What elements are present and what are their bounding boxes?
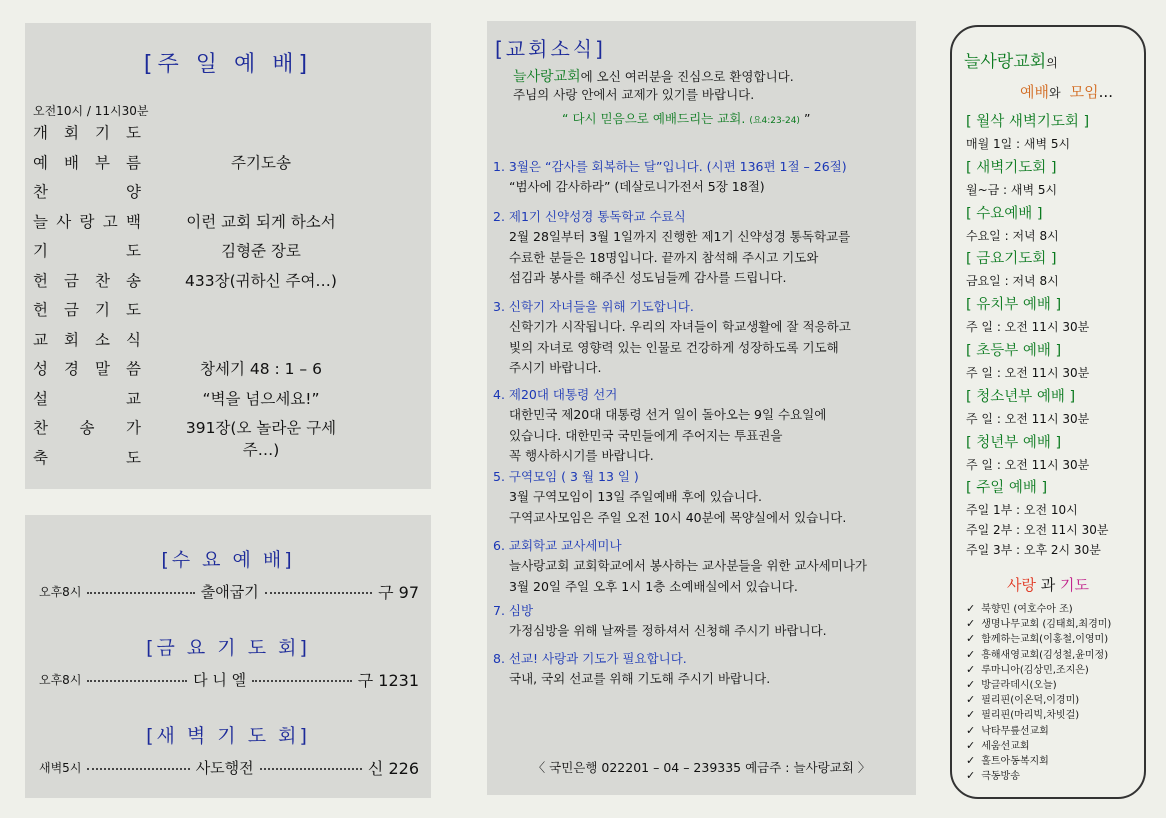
news-item-title: 4. 제20대 대통령 선거 (493, 387, 618, 402)
church-news-title: [교회소식] (495, 37, 606, 61)
news-item-line: 국내, 국외 선교를 위해 기도해 주시기 바랍니다. (509, 671, 771, 686)
news-item-line: 3월 구역모임이 13일 주일예배 후에 있습니다. (509, 489, 762, 504)
order-label-char: 기 (33, 242, 48, 260)
order-label-char: 배 (64, 153, 79, 172)
prayer-item-label: 흥해새영교회(김성철,윤미정) (981, 649, 1109, 661)
news-item-line: 신학기가 시작됩니다. 우리의 자녀들이 학교생활에 잘 적응하고 (509, 319, 851, 334)
news-item-title: 3. 신학기 자녀들을 위해 기도합니다. (493, 299, 694, 314)
scripture-book: 다 니 엘 (193, 670, 247, 689)
prayer-item-label: 필리핀(마리빅,차빗걸) (981, 710, 1080, 722)
service-time: 오후8시 (39, 672, 82, 687)
prayer-heading (952, 574, 1144, 595)
news-item-line: 주시기 바랍니다. (509, 360, 602, 375)
schedule-time: 금요일 : 저녁 8시 (966, 274, 1059, 289)
prayer-item-label: 홀트아동복지회 (981, 756, 1049, 767)
prayer-item-label: 낙타무릎선교회 (981, 725, 1049, 737)
order-label-char: 교 (33, 330, 48, 349)
order-label-char: 송 (79, 419, 95, 437)
order-label (33, 357, 141, 379)
order-label-char: 축 (33, 448, 48, 467)
order-row (33, 387, 423, 411)
news-item-line: 3월 20일 주일 오후 1시 1층 소예배실에서 있습니다. (509, 578, 798, 594)
welcome-line (513, 66, 794, 86)
check-icon: ✓ (966, 632, 976, 646)
order-row (33, 446, 423, 470)
scripture-ref: 구 97 (378, 582, 420, 602)
order-label (33, 239, 141, 261)
prayer-item (966, 752, 1049, 767)
order-label-char: 헌 (33, 301, 48, 319)
order-label-char: 랑 (79, 212, 95, 231)
news-item-line: “범사에 감사하라” (데살로니가전서 5장 18절) (509, 179, 765, 194)
order-label (33, 446, 141, 468)
order-label-char: 도 (126, 448, 141, 467)
order-value: 주기도송 (231, 153, 291, 172)
news-item-line: 빛의 자녀로 영향력 있는 인물로 건강하게 성장하도록 기도해 (509, 339, 839, 355)
order-row (33, 357, 423, 381)
order-label-char: 회 (64, 330, 79, 349)
check-icon: ✓ (966, 738, 976, 752)
order-label-char: 설 (33, 389, 48, 408)
prayer-item-label: 루마니아(김상민,조지은) (981, 664, 1089, 676)
order-label-char: 금 (64, 301, 79, 319)
order-label (33, 269, 141, 291)
order-label-char: 개 (33, 124, 48, 142)
order-label-char: 사 (56, 212, 72, 231)
check-icon: ✓ (966, 754, 976, 767)
order-value: 433장(귀하신 주여…) (185, 271, 337, 290)
order-label-char: 교 (126, 389, 141, 408)
schedule-heading: [ 월삭 새벽기도회 ] (966, 114, 1090, 130)
schedule-time: 주일 1부 : 오전 10시 (966, 503, 1078, 518)
prayer-item (966, 676, 1057, 691)
order-value: 391장(오 놀라운 구세주…) (185, 419, 337, 459)
check-icon: ✓ (966, 708, 976, 722)
friday-prayer-title: [금 요 기 도 회] (146, 637, 310, 659)
scripture-ref: 구 1231 (357, 670, 420, 690)
prayer-item (966, 767, 1020, 782)
news-item-title: 7. 심방 (493, 603, 534, 618)
church-name: 늘사랑교회 (513, 69, 581, 85)
order-label-char: 소 (95, 330, 110, 349)
prayer-heading-love: 사랑 (1006, 576, 1036, 594)
order-row (33, 239, 423, 263)
order-label-char: 름 (126, 153, 141, 172)
news-item-title: 1. 3월은 “감사를 회복하는 달”입니다. (시편 136편 1절 – 26절) (493, 159, 847, 174)
order-label-char: 가 (126, 419, 141, 437)
scripture-ref: 신 226 (367, 758, 420, 778)
prayer-item-label: 북향민 (여호수아 조) (981, 604, 1073, 615)
check-icon: ✓ (966, 678, 976, 691)
service-time: 오후8시 (39, 584, 82, 599)
order-label-char: 예 (33, 153, 48, 172)
sunday-worship-time: 오전10시 / 11시30분 (33, 104, 149, 118)
order-label-char: 부 (95, 153, 110, 172)
sunday-worship-panel (25, 23, 431, 489)
order-label-char: 도 (126, 124, 141, 142)
order-row (33, 121, 423, 145)
schedule-time: 매월 1일 : 새벽 5시 (966, 137, 1071, 151)
prayer-item (966, 646, 1108, 661)
prayer-item (966, 661, 1089, 676)
news-item-line: 구역교사모임은 주일 오전 10시 40분에 목양실에서 있습니다. (509, 509, 847, 525)
order-label (33, 328, 141, 350)
dawn-prayer-title: [새 벽 기 도 회] (146, 725, 310, 747)
order-label-char: 찬 (33, 419, 48, 437)
prayer-heading-and: 과 (1040, 576, 1056, 594)
order-label-char: 도 (126, 242, 141, 260)
schedule-heading: [ 수요예배 ] (966, 205, 1043, 222)
news-item-line: 늘사랑교회 교회학교에서 봉사하는 교사분들을 위한 교사세미나가 (509, 558, 867, 573)
order-label-char: 말 (95, 360, 110, 378)
order-label-char: 기 (95, 124, 110, 142)
prayer-item (966, 691, 1079, 706)
order-label-char: 백 (126, 212, 141, 231)
check-icon: ✓ (966, 693, 976, 707)
scripture-book: 출애굽기 (200, 582, 259, 601)
order-label-char: 양 (126, 183, 141, 201)
welcome-line-2: 주님의 사랑 안에서 교제가 있기를 바랍니다. (513, 87, 755, 102)
order-label-char: 식 (126, 330, 141, 349)
order-label-char: 고 (102, 212, 118, 231)
order-label (33, 151, 141, 173)
sidebar-worship: 예배 (1020, 83, 1049, 101)
schedule-time: 주 일 : 오전 11시 30분 (966, 366, 1090, 380)
leader-dots (87, 768, 189, 770)
order-label (33, 180, 141, 202)
wednesday-service-title: [수 요 예 배] (161, 549, 295, 571)
news-item-line: 섬김과 봉사를 해주신 성도님들께 감사를 드립니다. (509, 270, 787, 285)
welcome-text: 에 오신 여러분을 진심으로 환영합니다. (580, 69, 794, 84)
prayer-item (966, 722, 1049, 737)
order-label-char: 회 (64, 124, 79, 142)
sidebar-ellipsis: ... (1098, 83, 1113, 101)
sidebar-and: 와 (1048, 86, 1061, 100)
news-item-title: 5. 구역모임 ( 3 월 13 일 ) (493, 469, 639, 484)
order-label-char: 씀 (126, 360, 141, 378)
prayer-item (966, 615, 1111, 630)
prayer-item (966, 630, 1108, 645)
schedule-heading: [ 초등부 예배 ] (966, 343, 1062, 359)
church-news-panel (487, 21, 916, 795)
order-label-char: 기 (95, 301, 110, 319)
prayer-item-label: 방글라데시(오늘) (981, 680, 1057, 691)
schedule-heading: [ 청년부 예배 ] (966, 434, 1062, 451)
schedule-time: 주 일 : 오전 11시 30분 (966, 457, 1090, 472)
leader-dots (87, 680, 187, 682)
leader-dots (265, 592, 372, 594)
schedule-heading: [ 주일 예배 ] (966, 480, 1048, 497)
scripture-book: 사도행전 (195, 758, 254, 777)
schedule-time: 주 일 : 오전 11시 30분 (966, 411, 1090, 426)
check-icon: ✓ (966, 769, 976, 783)
news-item-title: 2. 제1기 신약성경 통독학교 수료식 (493, 209, 686, 224)
news-item-line: 대한민국 제20대 대통령 선거 일이 돌아오는 9일 수요일에 (509, 407, 827, 422)
check-icon: ✓ (966, 662, 976, 676)
order-row (33, 180, 423, 204)
prayer-item-label: 세움선교회 (981, 740, 1030, 752)
order-row (33, 151, 423, 175)
news-item-line: 있습니다. 대한민국 국민들에게 주어지는 투표권을 (509, 427, 783, 443)
prayer-item-label: 필리핀(이온덕,이경미) (981, 695, 1080, 707)
schedule-heading: [ 새벽기도회 ] (966, 159, 1057, 176)
dawn-prayer-row (39, 756, 419, 778)
check-icon: ✓ (966, 723, 976, 737)
order-label-char: 금 (64, 271, 79, 290)
church-motto (562, 109, 810, 127)
wednesday-service-row (39, 580, 419, 602)
order-label-char: 찬 (33, 183, 48, 201)
order-label (33, 387, 141, 409)
order-value: 김형준 장로 (221, 242, 301, 260)
order-label-char: 헌 (33, 271, 48, 290)
schedule-heading: [ 금요기도회 ] (966, 251, 1057, 268)
sunday-worship-title: [주 일 예 배] (143, 52, 313, 77)
order-value: “벽을 넘으세요!” (202, 389, 320, 408)
check-icon: ✓ (966, 617, 976, 631)
sidebar-of: 의 (1046, 56, 1058, 70)
order-label (33, 416, 141, 438)
sidebar-meeting: 모임 (1069, 83, 1099, 101)
prayer-item (966, 600, 1073, 615)
order-label (33, 298, 141, 320)
news-item-line: 가정심방을 위해 날짜를 정하셔서 신청해 주시기 바랍니다. (509, 623, 827, 638)
leader-dots (87, 592, 194, 594)
motto-text: “ 다시 믿음으로 예배드리는 교회. (562, 111, 746, 126)
prayer-item-label: 극동방송 (981, 771, 1020, 783)
news-item-title: 6. 교회학교 교사세미나 (493, 538, 622, 553)
order-label (33, 210, 141, 232)
leader-dots (252, 680, 352, 682)
order-row (33, 328, 423, 352)
prayer-item (966, 706, 1079, 721)
order-label-char: 성 (33, 360, 48, 378)
schedule-time: 월~금 : 새벽 5시 (966, 182, 1058, 197)
order-label (33, 121, 141, 143)
midweek-services-panel (25, 515, 431, 798)
schedule-time: 주 일 : 오전 11시 30분 (966, 320, 1090, 335)
order-label-char: 송 (126, 271, 141, 290)
order-row (33, 210, 423, 234)
check-icon: ✓ (966, 647, 976, 661)
schedule-heading: [ 유치부 예배 ] (966, 297, 1062, 314)
order-row (33, 416, 423, 459)
prayer-item-label: 생명나무교회 (김태희,최경미) (981, 619, 1112, 631)
prayer-item (966, 737, 1030, 752)
check-icon: ✓ (966, 602, 976, 615)
order-label-char: 도 (126, 301, 141, 319)
sidebar-church-name: 늘사랑교회 (964, 52, 1047, 72)
prayer-heading-prayer: 기도 (1060, 576, 1090, 594)
sidebar-heading-line1 (964, 47, 1058, 72)
schedule-time: 주일 3부 : 오후 2시 30분 (966, 543, 1101, 558)
order-value: 창세기 48 : 1 – 6 (200, 360, 322, 378)
motto-close-quote: ” (803, 111, 811, 126)
friday-prayer-row (39, 668, 419, 690)
schedule-time: 수요일 : 저녁 8시 (966, 228, 1059, 243)
sidebar-heading-line2 (1020, 81, 1113, 102)
bank-account: 〈 국민은행 022201 – 04 – 239335 예금주 : 늘사랑교회 〉 (532, 760, 871, 775)
news-item-line: 수료한 분들은 18명입니다. 끝까지 참석해 주시고 기도와 (509, 249, 819, 265)
motto-ref: (요4:23-24) (749, 116, 800, 126)
news-item-line: 2월 28일부터 3월 1일까지 진행한 제1기 신약성경 통독학교를 (509, 229, 851, 244)
service-time: 새벽5시 (39, 760, 82, 775)
schedule-heading: [ 청소년부 예배 ] (966, 388, 1076, 405)
order-label-char: 찬 (95, 271, 110, 290)
order-row (33, 298, 423, 322)
news-item-line: 꼭 행사하시기를 바랍니다. (509, 448, 654, 463)
schedule-sidebar (950, 25, 1146, 799)
prayer-item-label: 함께하는교회(이홍철,이영미) (981, 634, 1109, 646)
leader-dots (260, 768, 362, 770)
order-row (33, 269, 423, 293)
schedule-time: 주일 2부 : 오전 11시 30분 (966, 523, 1109, 538)
order-value: 이런 교회 되게 하소서 (186, 212, 336, 231)
order-label-char: 늘 (33, 212, 48, 231)
news-item-title: 8. 선교! 사랑과 기도가 필요합니다. (493, 651, 687, 666)
order-label-char: 경 (64, 360, 79, 378)
